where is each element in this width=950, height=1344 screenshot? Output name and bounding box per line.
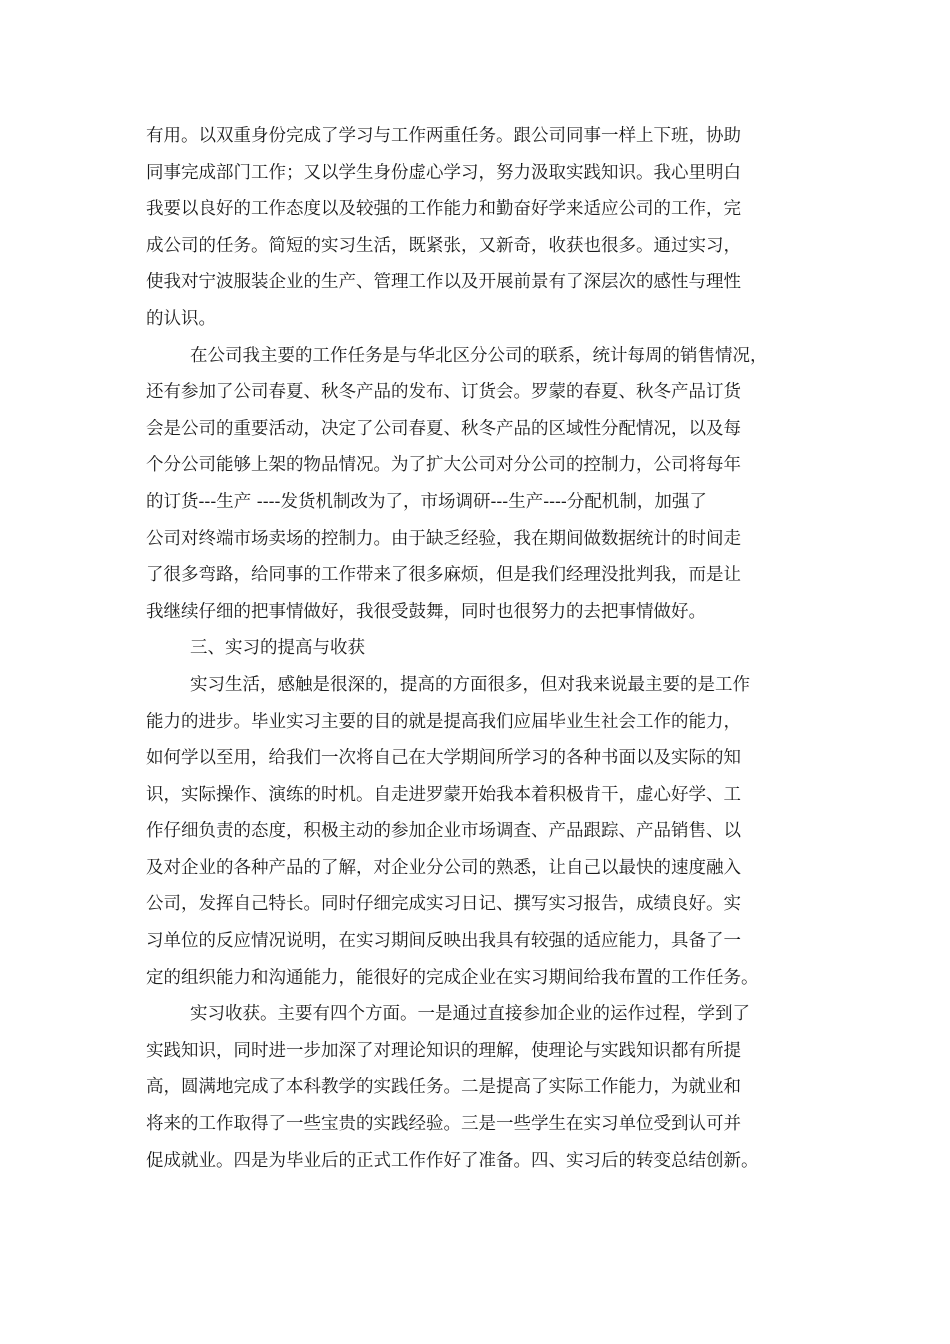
document-body	[146, 118, 816, 1179]
text-line: 实践知识，同时进一步加深了对理论知识的理解，使理论与实践知识都有所提	[146, 1040, 741, 1061]
text-line: 能力的进步。毕业实习主要的目的就是提高我们应届毕业生社会工作的能力，	[146, 711, 741, 732]
text-line: 有用。以双重身份完成了学习与工作两重任务。跟公司同事一样上下班，协助	[146, 126, 741, 146]
text-line: 促成就业。四是为毕业后的正式工作作好了准备。四、实习后的转变总结创新。	[146, 1150, 759, 1171]
text-line: 习单位的反应情况说明，在实习期间反映出我具有较强的适应能力，具备了一	[146, 931, 741, 952]
paragraph-first-line: 在公司我主要的工作任务是与华北区分公司的联系，统计每周的销售情况，	[190, 345, 768, 366]
text-line: 及对企业的各种产品的了解，对企业分公司的熟悉，让自己以最快的速度融入	[146, 857, 741, 878]
text-line: 使我对宁波服装企业的生产、管理工作以及开展前景有了深层次的感性与理性	[146, 272, 741, 293]
text-line: 个分公司能够上架的物品情况。为了扩大公司对分公司的控制力，公司将每年	[146, 455, 741, 476]
text-line: 作仔细负责的态度，积极主动的参加企业市场调查、产品跟踪、产品销售、以	[146, 821, 741, 842]
text-line: 同事完成部门工作；又以学生身份虚心学习，努力汲取实践知识。我心里明白	[146, 162, 741, 183]
text-line: 公司，发挥自己特长。同时仔细完成实习日记、撰写实习报告，成绩良好。实	[146, 894, 741, 915]
text-line: 公司对终端市场卖场的控制力。由于缺乏经验，我在期间做数据统计的时间走	[146, 528, 741, 549]
text-line: 如何学以至用，给我们一次将自己在大学期间所学习的各种书面以及实际的知	[146, 748, 741, 769]
text-line: 的订货---生产 ----发货机制改为了，市场调研---生产----分配机制，加强了	[146, 491, 707, 512]
text-line: 了很多弯路，给同事的工作带来了很多麻烦，但是我们经理没批判我，而是让	[146, 565, 741, 586]
text-line: 我要以良好的工作态度以及较强的工作能力和勤奋好学来适应公司的工作，完	[146, 199, 741, 220]
text-line: 的认识。	[146, 308, 216, 329]
text-line: 还有参加了公司春夏、秋冬产品的发布、订货会。罗蒙的春夏、秋冬产品订货	[146, 382, 741, 403]
text-line: 成公司的任务。简短的实习生活，既紧张，又新奇，收获也很多。通过实习，	[146, 235, 741, 256]
paragraph-first-line: 实习收获。主要有四个方面。一是通过直接参加企业的运作过程，学到了	[190, 1004, 750, 1025]
paragraph-first-line: 实习生活，感触是很深的，提高的方面很多，但对我来说最主要的是工作	[190, 674, 750, 695]
text-line: 将来的工作取得了一些宝贵的实践经验。三是一些学生在实习单位受到认可并	[146, 1114, 741, 1135]
text-line: 高，圆满地完成了本科教学的实践任务。二是提高了实际工作能力，为就业和	[146, 1077, 741, 1098]
text-line: 会是公司的重要活动，决定了公司春夏、秋冬产品的区域性分配情况，以及每	[146, 418, 741, 439]
paragraph-first-line: 三、实习的提高与收获	[190, 638, 365, 659]
text-line: 定的组织能力和沟通能力，能很好的完成企业在实习期间给我布置的工作任务。	[146, 967, 759, 988]
text-line: 我继续仔细的把事情做好，我很受鼓舞，同时也很努力的去把事情做好。	[146, 601, 706, 622]
text-line: 识，实际操作、演练的时机。自走进罗蒙开始我本着积极肯干，虚心好学、工	[146, 784, 741, 805]
